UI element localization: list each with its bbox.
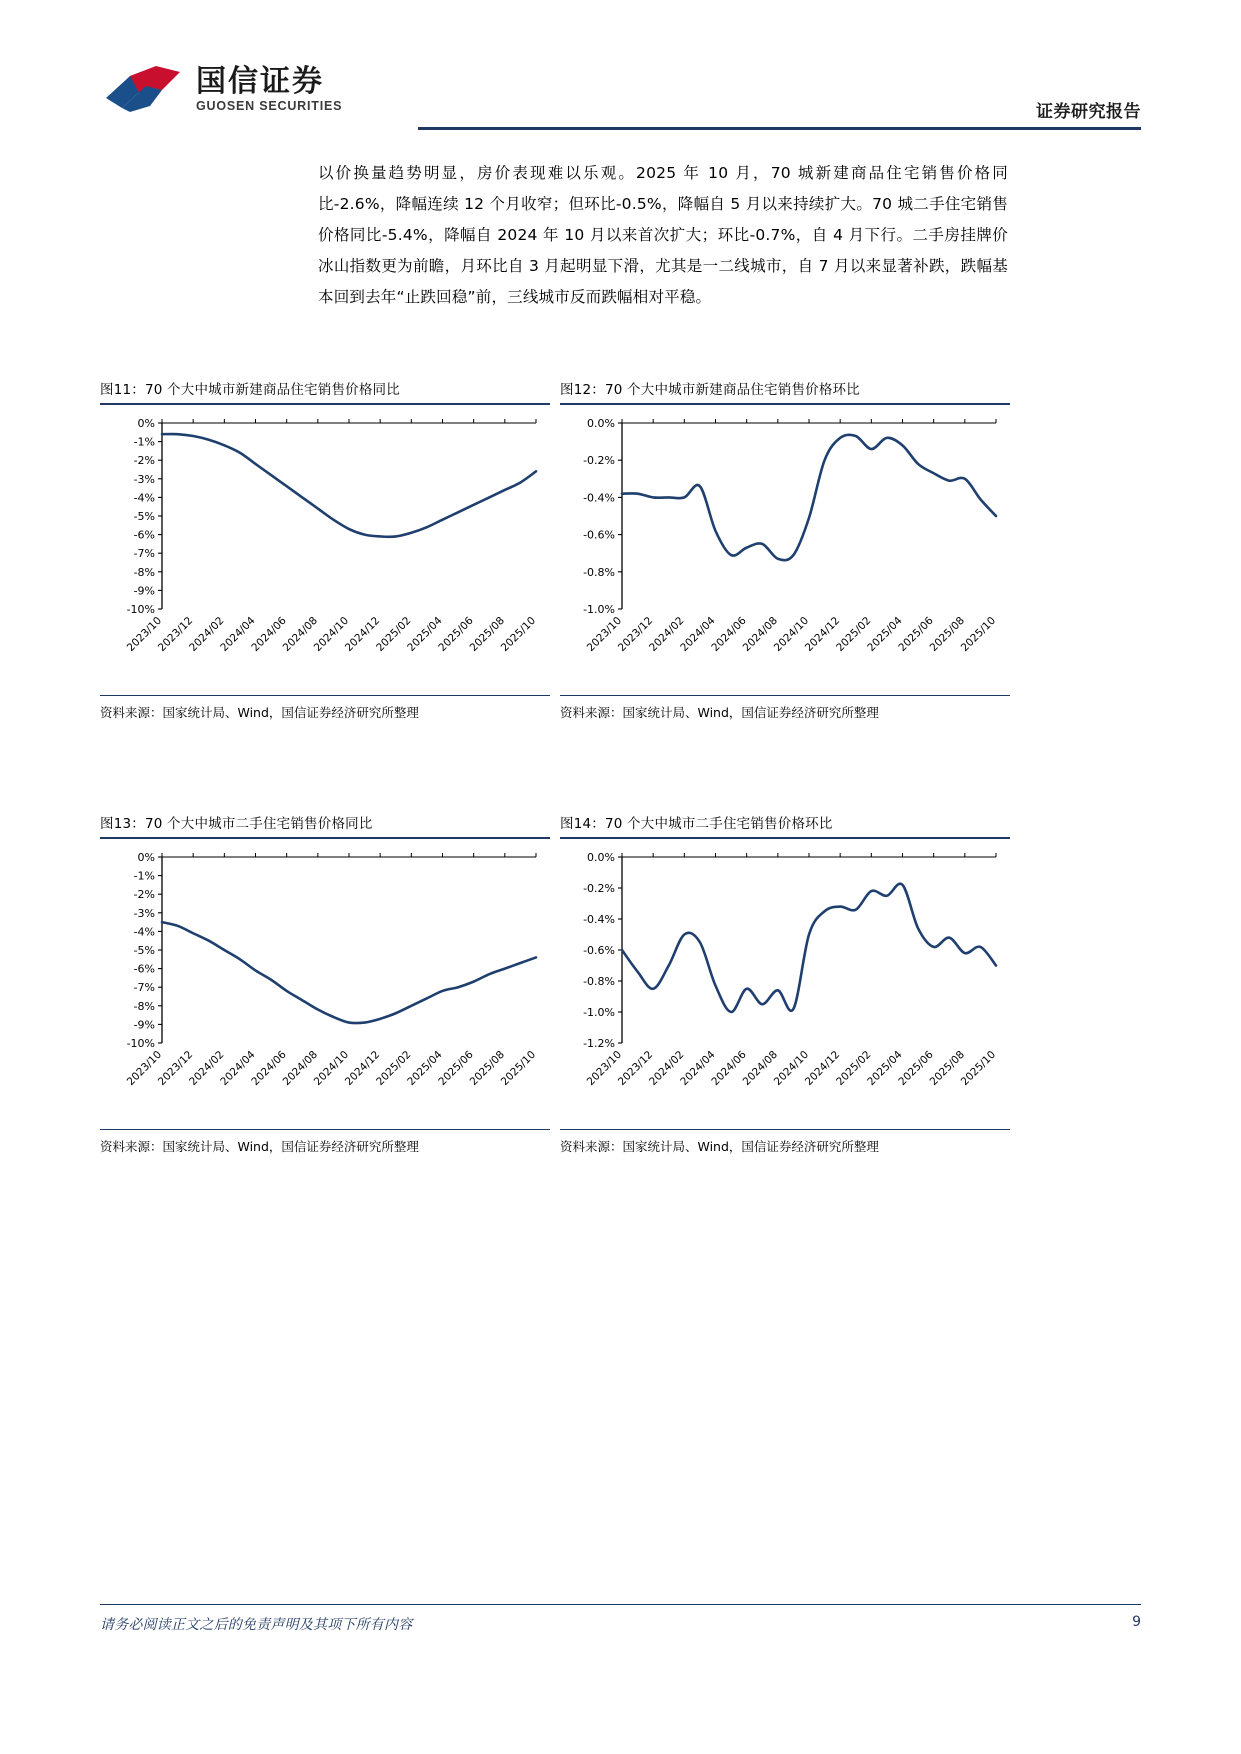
svg-text:-0.4%: -0.4% — [583, 490, 615, 504]
svg-text:2024/10: 2024/10 — [771, 614, 812, 654]
svg-text:-6%: -6% — [133, 528, 155, 542]
svg-text:2024/02: 2024/02 — [647, 1048, 687, 1088]
figure-block-fig13 — [100, 812, 550, 1155]
svg-text:-0.6%: -0.6% — [583, 943, 615, 957]
svg-text:-9%: -9% — [133, 1017, 155, 1031]
svg-text:-1%: -1% — [133, 869, 155, 883]
svg-text:2023/12: 2023/12 — [155, 614, 196, 654]
line-chart-fig13 — [100, 839, 550, 1129]
svg-text:-0.2%: -0.2% — [583, 453, 615, 467]
figure-plot-area — [560, 839, 1010, 1129]
svg-text:2024/04: 2024/04 — [678, 1048, 718, 1088]
svg-text:2024/10: 2024/10 — [771, 1048, 812, 1088]
svg-text:2025/02: 2025/02 — [374, 1048, 414, 1088]
figure-title: 图13：70 个大中城市二手住宅销售价格同比 — [100, 816, 373, 832]
svg-text:-10%: -10% — [126, 602, 155, 616]
svg-text:-7%: -7% — [133, 980, 155, 994]
svg-text:-5%: -5% — [133, 943, 155, 957]
figure-block-fig12 — [560, 378, 1010, 721]
svg-text:-0.4%: -0.4% — [583, 912, 615, 926]
svg-text:2024/04: 2024/04 — [678, 614, 718, 654]
svg-text:-1.0%: -1.0% — [583, 1005, 615, 1019]
svg-text:-5%: -5% — [133, 509, 155, 523]
svg-text:2024/08: 2024/08 — [280, 614, 320, 654]
svg-text:2024/12: 2024/12 — [342, 1048, 383, 1088]
svg-text:2023/10: 2023/10 — [584, 614, 625, 654]
logo-text-en: GUOSEN SECURITIES — [196, 99, 343, 114]
svg-text:-3%: -3% — [133, 472, 155, 486]
svg-text:2024/06: 2024/06 — [249, 614, 289, 654]
svg-text:-4%: -4% — [133, 924, 155, 938]
line-chart-fig11 — [100, 405, 550, 695]
page-header — [100, 60, 1141, 130]
svg-text:-3%: -3% — [133, 906, 155, 920]
footer-divider — [100, 1604, 1141, 1605]
svg-text:-2%: -2% — [133, 887, 155, 901]
svg-text:2025/04: 2025/04 — [865, 1048, 905, 1088]
svg-text:2023/12: 2023/12 — [155, 1048, 196, 1088]
figure-plot-area — [100, 839, 550, 1129]
svg-text:2024/12: 2024/12 — [342, 614, 383, 654]
svg-text:-2%: -2% — [133, 453, 155, 467]
svg-text:2024/06: 2024/06 — [249, 1048, 289, 1088]
svg-text:-9%: -9% — [133, 583, 155, 597]
svg-text:2024/12: 2024/12 — [802, 1048, 843, 1088]
figure-source: 资料来源：国家统计局、Wind，国信证券经济研究所整理 — [100, 1138, 419, 1154]
figure-block-fig14 — [560, 812, 1010, 1155]
svg-text:-4%: -4% — [133, 490, 155, 504]
svg-text:2025/04: 2025/04 — [405, 614, 445, 654]
svg-text:2025/02: 2025/02 — [834, 1048, 874, 1088]
figure-source: 资料来源：国家统计局、Wind，国信证券经济研究所整理 — [560, 704, 879, 720]
svg-text:2025/02: 2025/02 — [834, 614, 874, 654]
figure-title: 图14：70 个大中城市二手住宅销售价格环比 — [560, 816, 833, 832]
svg-text:2024/02: 2024/02 — [647, 614, 687, 654]
figure-source: 资料来源：国家统计局、Wind，国信证券经济研究所整理 — [560, 1138, 879, 1154]
svg-text:2024/04: 2024/04 — [218, 1048, 258, 1088]
svg-text:2025/02: 2025/02 — [374, 614, 414, 654]
svg-text:-0.6%: -0.6% — [583, 528, 615, 542]
svg-text:-1.0%: -1.0% — [583, 602, 615, 616]
svg-text:2024/08: 2024/08 — [740, 614, 780, 654]
brand-logo — [100, 64, 342, 116]
svg-text:2025/06: 2025/06 — [896, 614, 936, 654]
svg-text:2025/08: 2025/08 — [927, 1048, 967, 1088]
svg-text:2023/10: 2023/10 — [584, 1048, 625, 1088]
svg-text:2024/06: 2024/06 — [709, 614, 749, 654]
footer-disclaimer: 请务必阅读正文之后的免责声明及其项下所有内容 — [100, 1617, 413, 1633]
report-type-label: 证券研究报告 — [1036, 102, 1141, 122]
figure-source: 资料来源：国家统计局、Wind，国信证券经济研究所整理 — [100, 704, 419, 720]
svg-text:0%: 0% — [137, 416, 155, 430]
figure-title: 图12：70 个大中城市新建商品住宅销售价格环比 — [560, 382, 860, 398]
svg-text:2024/02: 2024/02 — [187, 1048, 227, 1088]
svg-text:2024/04: 2024/04 — [218, 614, 258, 654]
header-divider — [418, 127, 1141, 130]
svg-text:-6%: -6% — [133, 962, 155, 976]
svg-text:2025/06: 2025/06 — [436, 1048, 476, 1088]
line-chart-fig14 — [560, 839, 1010, 1129]
page-number: 9 — [1132, 1614, 1141, 1630]
svg-text:2025/08: 2025/08 — [467, 1048, 507, 1088]
svg-text:-0.8%: -0.8% — [583, 974, 615, 988]
figure-plot-area — [100, 405, 550, 695]
svg-text:0.0%: 0.0% — [587, 416, 615, 430]
svg-text:2025/04: 2025/04 — [865, 614, 905, 654]
figure-plot-area — [560, 405, 1010, 695]
svg-text:2024/12: 2024/12 — [802, 614, 843, 654]
svg-text:2024/08: 2024/08 — [280, 1048, 320, 1088]
figure-title: 图11：70 个大中城市新建商品住宅销售价格同比 — [100, 382, 400, 398]
svg-text:2024/10: 2024/10 — [311, 614, 352, 654]
svg-text:-0.2%: -0.2% — [583, 881, 615, 895]
svg-text:2025/10: 2025/10 — [958, 614, 999, 654]
svg-text:2023/10: 2023/10 — [124, 1048, 165, 1088]
svg-text:-0.8%: -0.8% — [583, 565, 615, 579]
logo-text-cn: 国信证券 — [196, 63, 324, 99]
svg-text:-7%: -7% — [133, 546, 155, 560]
svg-text:0.0%: 0.0% — [587, 850, 615, 864]
svg-text:2024/02: 2024/02 — [187, 614, 227, 654]
svg-text:2025/06: 2025/06 — [436, 614, 476, 654]
svg-text:-8%: -8% — [133, 565, 155, 579]
svg-text:2024/06: 2024/06 — [709, 1048, 749, 1088]
svg-text:2025/04: 2025/04 — [405, 1048, 445, 1088]
svg-text:2024/08: 2024/08 — [740, 1048, 780, 1088]
svg-text:2023/12: 2023/12 — [615, 614, 656, 654]
svg-text:2025/10: 2025/10 — [498, 614, 539, 654]
body-paragraph: 以价换量趋势明显，房价表现难以乐观。2025 年 10 月，70 城新建商品住宅销售价格同比-2.6%，降幅连续 12 个月收窄；但环比-0.5%，降幅自 5 月以来持续扩大。70 城二手住宅销售价格同比-5.4%，降幅自 2024 年 10 月以来首次扩大；环比-0.7%，自 4 月下行。二手房挂牌价冰山指数更为前瞻，月环比自 3 月起明显下滑，尤其是一二线城市，自 7 月以来显著补跌，跌幅基本回到去年“止跌回稳”前，三线城市反而跌幅相对平稳。 — [318, 164, 1008, 306]
svg-text:-8%: -8% — [133, 999, 155, 1013]
svg-text:2024/10: 2024/10 — [311, 1048, 352, 1088]
svg-text:2023/12: 2023/12 — [615, 1048, 656, 1088]
svg-text:-1%: -1% — [133, 435, 155, 449]
svg-text:2025/08: 2025/08 — [927, 614, 967, 654]
svg-text:2025/10: 2025/10 — [958, 1048, 999, 1088]
line-chart-fig12 — [560, 405, 1010, 695]
figure-block-fig11 — [100, 378, 550, 721]
svg-text:-10%: -10% — [126, 1036, 155, 1050]
svg-text:-1.2%: -1.2% — [583, 1036, 615, 1050]
svg-text:0%: 0% — [137, 850, 155, 864]
guosen-logo-icon — [100, 64, 186, 116]
svg-text:2025/08: 2025/08 — [467, 614, 507, 654]
svg-text:2023/10: 2023/10 — [124, 614, 165, 654]
svg-text:2025/10: 2025/10 — [498, 1048, 539, 1088]
svg-text:2025/06: 2025/06 — [896, 1048, 936, 1088]
